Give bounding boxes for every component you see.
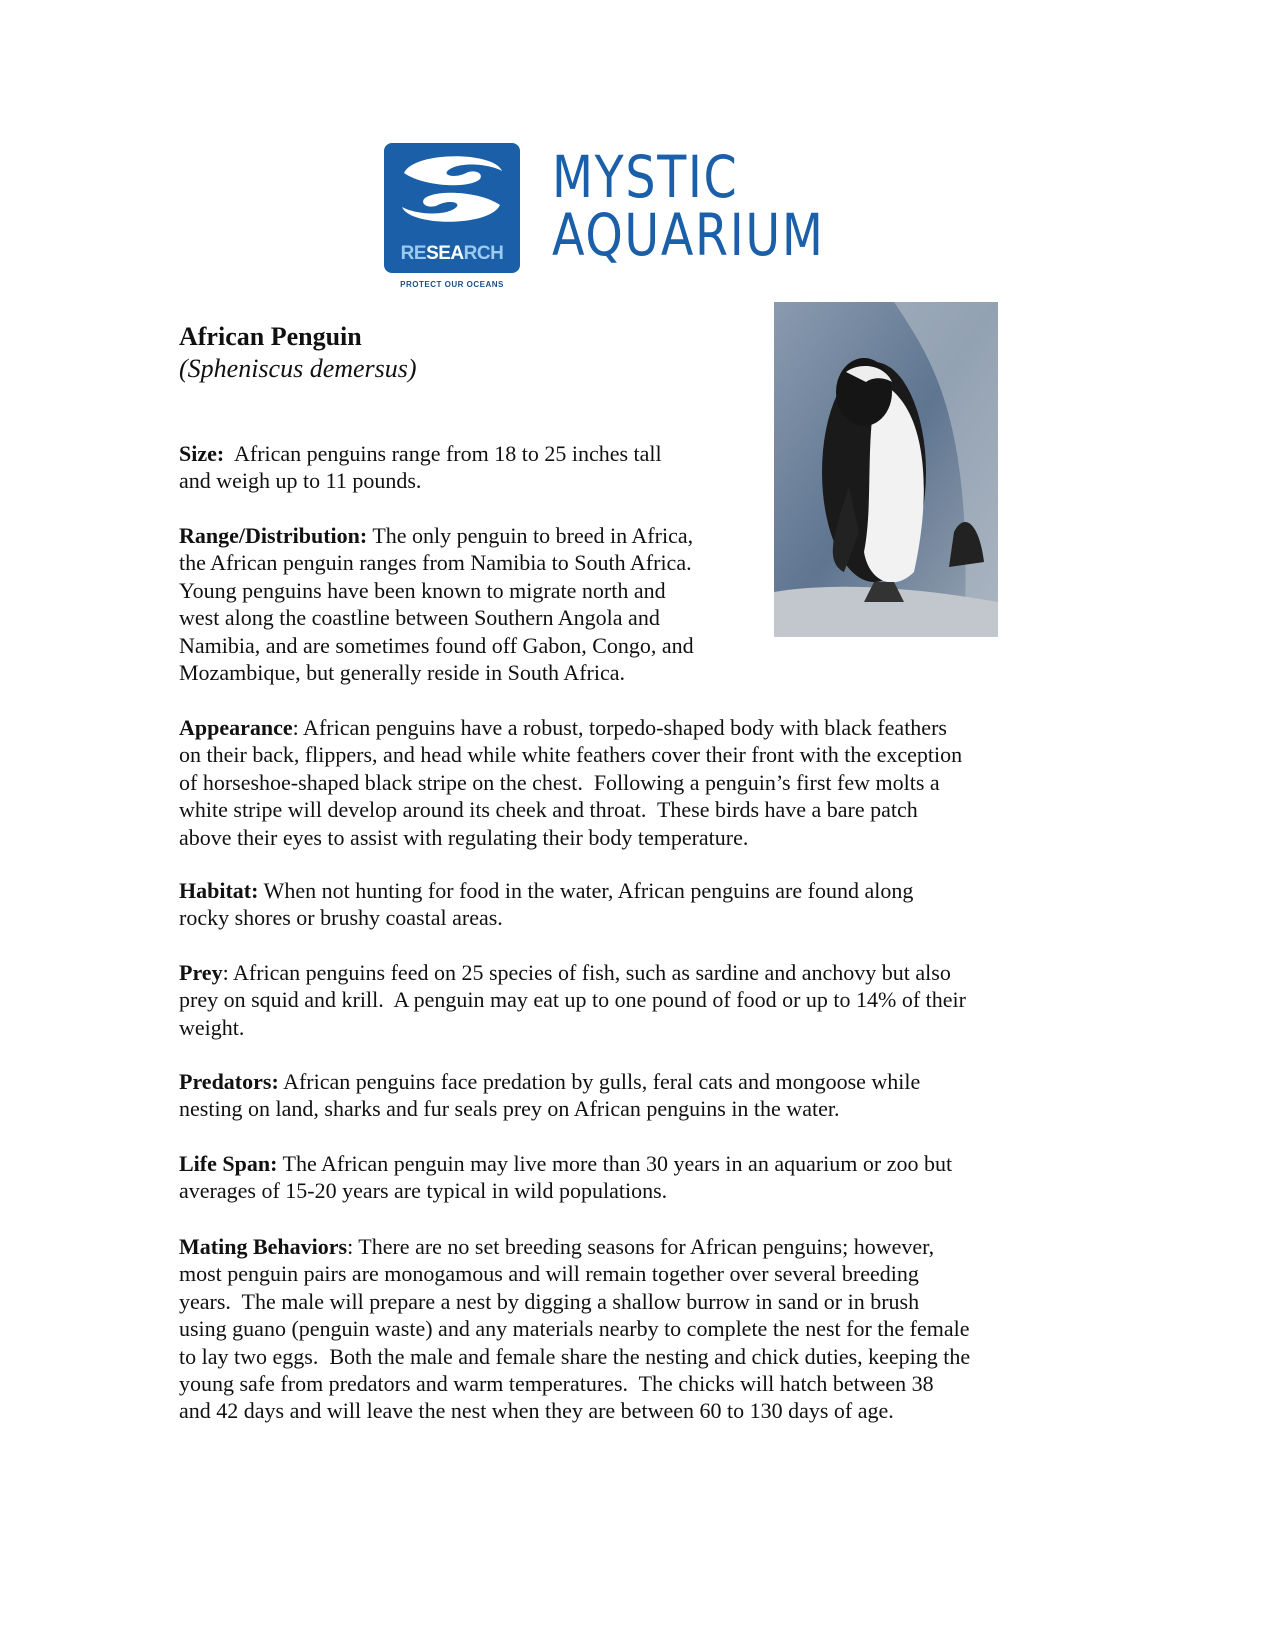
fact-text-line: Namibia, and are sometimes found off Gabon, Congo, and xyxy=(179,632,694,658)
fact-text-line: of horseshoe-shaped black stripe on the chest. Following a penguin’s first few molts a xyxy=(179,769,940,795)
fact-text-line: west along the coastline between Southern Angola and xyxy=(179,605,660,631)
fact-paragraph xyxy=(179,877,913,932)
fact-paragraph xyxy=(179,1233,970,1425)
fact-text-line: : There are no set breeding seasons for African penguins; however, xyxy=(347,1234,935,1259)
fact-label: Mating Behaviors xyxy=(179,1234,348,1259)
page-title: African Penguin xyxy=(179,322,362,351)
fact-text-line: When not hunting for food in the water, African penguins are found along xyxy=(258,878,914,903)
fact-text-line: above their eyes to assist with regulating their body temperature. xyxy=(179,824,749,850)
fact-text-line: and weigh up to 11 pounds. xyxy=(179,468,422,494)
fact-label: Range/Distribution: xyxy=(179,523,368,548)
fact-text-line: weight. xyxy=(179,1014,245,1040)
fact-paragraph xyxy=(179,440,662,495)
logo-name-line2: AQUARIUM xyxy=(552,201,825,269)
fact-text-line: most penguin pairs are monogamous and will remain together over several breeding xyxy=(179,1261,919,1287)
fact-text-line: : African penguins feed on 25 species of fish, such as sardine and anchovy but also xyxy=(222,960,951,985)
fact-text-line: African penguins face predation by gulls, feral cats and mongoose while xyxy=(278,1069,921,1094)
fact-text-line: using guano (penguin waste) and any materials nearby to complete the nest for the female xyxy=(179,1316,970,1342)
fact-text-line: African penguins range from 18 to 25 inches tall xyxy=(224,441,662,466)
logo-aquarium-name xyxy=(552,143,825,269)
fact-text-line: to lay two eggs. Both the male and female share the nesting and chick duties, keeping the xyxy=(179,1343,971,1369)
fact-text-line: on their back, flippers, and head while white feathers cover their front with the exception xyxy=(179,742,963,768)
fact-text-line: the African penguin ranges from Namibia to South Africa. xyxy=(179,550,692,576)
logo-research-text: RESEARCH xyxy=(400,243,504,264)
fact-paragraph xyxy=(179,959,966,1041)
logo-tagline: PROTECT OUR OCEANS xyxy=(400,280,504,289)
fact-label: Life Span: xyxy=(179,1151,278,1176)
fact-text-line: rocky shores or brushy coastal areas. xyxy=(179,905,503,931)
fact-paragraph xyxy=(179,714,962,851)
logo-name-line1: MYSTIC xyxy=(552,143,739,211)
fact-text-line: young safe from predators and warm temperatures. The chicks will hatch between 38 xyxy=(179,1371,934,1397)
fact-text-line: and 42 days and will leave the nest when they are between 60 to 130 days of age. xyxy=(179,1398,894,1424)
scientific-name: (Spheniscus demersus) xyxy=(179,354,417,383)
research-logo xyxy=(384,143,520,273)
fact-label: Prey xyxy=(179,960,223,985)
fact-text-line: white stripe will develop around its cheek and throat. These birds have a bare patch xyxy=(179,797,918,823)
fact-label: Predators: xyxy=(179,1069,279,1094)
fact-label: Habitat: xyxy=(179,878,259,903)
fact-text-line: years. The male will prepare a nest by digging a shallow burrow in sand or in brush xyxy=(179,1288,920,1314)
fact-text-line: prey on squid and krill. A penguin may eat up to one pound of food or up to 14% of their xyxy=(179,987,966,1013)
fact-paragraph xyxy=(179,522,694,686)
fact-text-line: nesting on land, sharks and fur seals prey on African penguins in the water. xyxy=(179,1096,840,1122)
fact-paragraph xyxy=(179,1150,952,1205)
fact-text-line: averages of 15-20 years are typical in wild populations. xyxy=(179,1178,668,1204)
fact-text-line: The only penguin to breed in Africa, xyxy=(367,523,694,548)
fact-label: Appearance xyxy=(179,715,293,740)
fact-text-line: : African penguins have a robust, torpedo-shaped body with black feathers xyxy=(292,715,947,740)
fact-label: Size: xyxy=(179,441,225,466)
fact-text-line: The African penguin may live more than 30 years in an aquarium or zoo but xyxy=(277,1151,953,1176)
fact-text-line: Mozambique, but generally reside in South Africa. xyxy=(179,660,625,686)
african-penguin-photo xyxy=(774,302,998,637)
fact-text-line: Young penguins have been known to migrate north and xyxy=(179,577,666,603)
wave-s-icon xyxy=(384,143,520,243)
fact-paragraph xyxy=(179,1068,920,1123)
